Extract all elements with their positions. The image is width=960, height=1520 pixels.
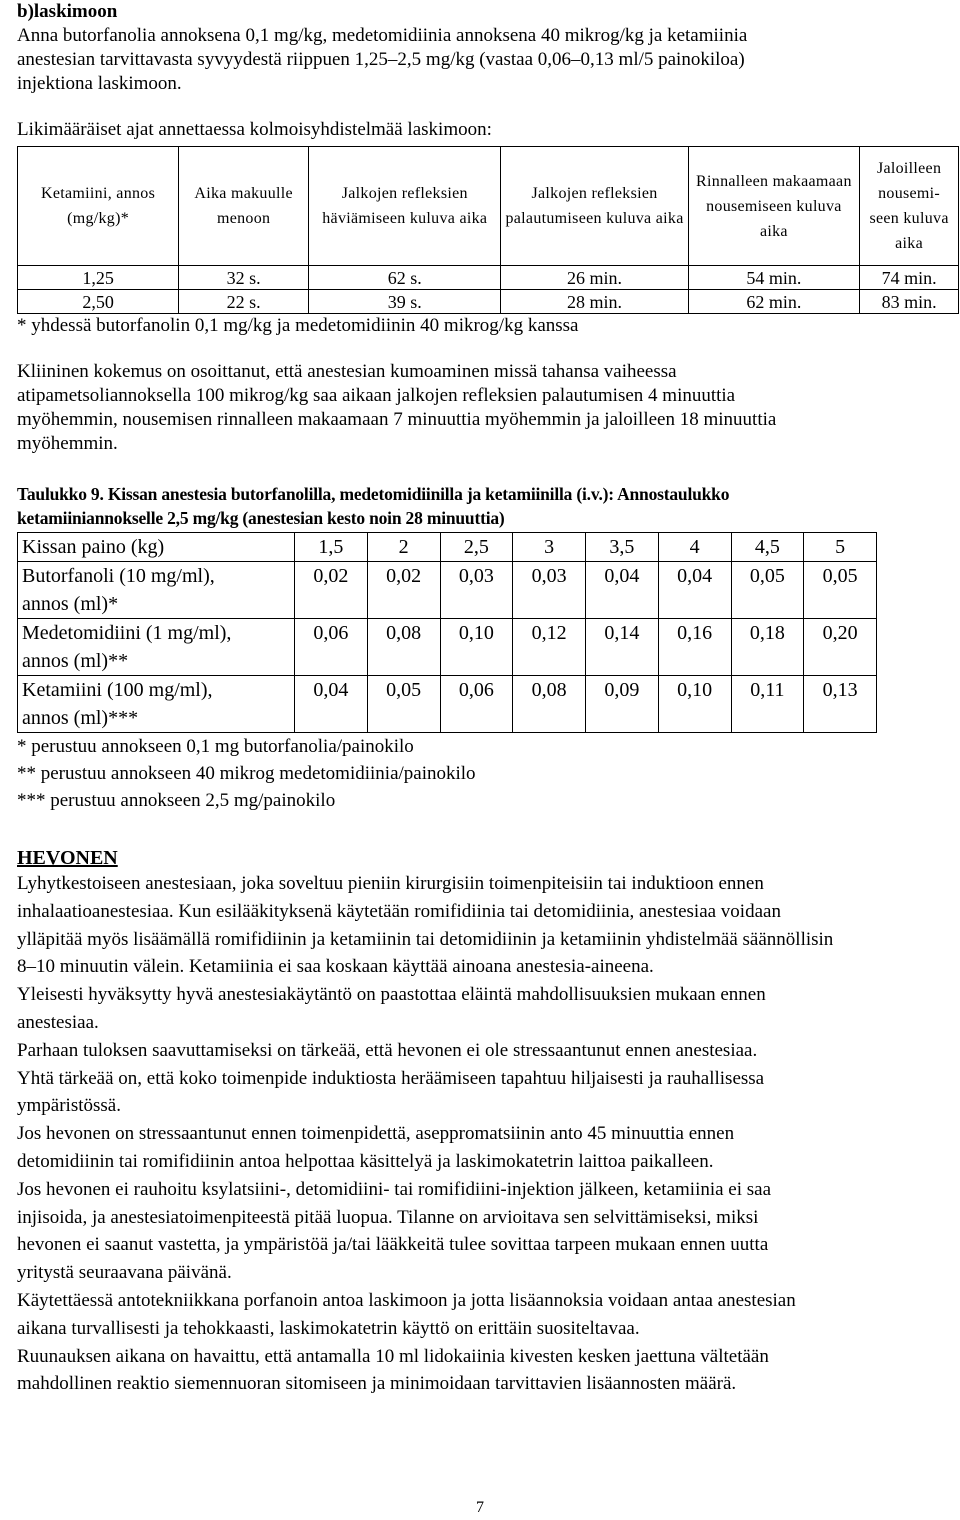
weight-cell: 4 [658, 533, 731, 562]
dose-cell: 0,09 [586, 676, 659, 733]
table-cell: 54 min. [688, 266, 860, 290]
label-line: annos (ml)* [22, 593, 119, 615]
table-footnote: * yhdessä butorfanolin 0,1 mg/kg ja medetomidiinin 40 mikrog/kg kanssa [17, 315, 579, 336]
table-cell: 26 min. [501, 266, 688, 290]
body-line: ylläpitää myös lisäämällä romifidiinin ja ketamiinin tai detomidiinin ja ketamiinin yhdistelmää säännöllisin [17, 928, 834, 950]
clinical-paragraph [17, 360, 945, 456]
body-line: inhalaatioanestesiaa. Kun esilääkityksenä käytetään romifidiinia tai detomidiinia, anestesiaa voidaan [17, 900, 781, 922]
dose-cell: 0,11 [731, 676, 804, 733]
dose-note: * perustuu annokseen 0,1 mg butorfanolia/painokilo [17, 736, 414, 757]
body-line: Jos hevonen ei rauhoitu ksylatsiini-, detomidiini- tai romifidiini-injektion jälkeen, ketamiinia ei saa [17, 1178, 772, 1200]
table-cell: 83 min. [860, 290, 959, 314]
label-line: annos (ml)*** [22, 707, 139, 729]
body-line: injisoida, ja anestesiatoimenpiteestä pitää luopua. Tilanne on arvioitava sen selvittämiseksi, miksi [17, 1206, 759, 1228]
dose-cell: 0,16 [658, 619, 731, 676]
dose-cell: 0,03 [513, 562, 586, 619]
dose-cell: 0,04 [658, 562, 731, 619]
dose-table-notes [17, 733, 945, 814]
body-line: 8–10 minuutin välein. Ketamiinia ei saa koskaan käyttää ainoana anestesia-aineena. [17, 956, 654, 978]
dose-note: *** perustuu annokseen 2,5 mg/painokilo [17, 790, 336, 811]
header-cell: Jalkojen refleksien häviämiseen kuluva aika [309, 147, 501, 266]
intro-line: injektiona laskimoon. [17, 73, 182, 94]
page-number: 7 [476, 1499, 484, 1516]
paragraph-line: atipametsoliannoksella 100 mikrog/kg saa aikaan jalkojen refleksien palautumisen 4 minuuttia [17, 385, 736, 406]
dose-table-row [18, 676, 877, 733]
dose-cell: 0,06 [440, 676, 513, 733]
body-line: Lyhytkestoiseen anestesiaan, joka soveltuu pieniin kirurgisiin toimenpiteisiin tai induktioon ennen [17, 873, 764, 894]
body-line: anestesiaa. [17, 1011, 99, 1033]
body-line: Yhtä tärkeää on, että koko toimenpide induktiosta heräämiseen tapahtuu hiljaisesti ja rauhallisessa [17, 1067, 765, 1089]
dose-row-label: Kissan paino (kg) [18, 533, 295, 562]
table-cell: 22 s. [179, 290, 309, 314]
body-line: aikana turvallisesti ja tehokkaasti, laskimokatetrin käyttö on erittäin suositeltavaa. [17, 1317, 640, 1339]
hevonen-heading: HEVONEN [17, 847, 118, 869]
dose-row-label [18, 619, 295, 676]
dose-note: ** perustuu annokseen 40 mikrog medetomidiinia/painokilo [17, 763, 476, 784]
weight-cell: 2 [367, 533, 440, 562]
header-cell: Aika makuulle menoon [179, 147, 309, 266]
table9-title-line: Taulukko 9. Kissan anestesia butorfanolilla, medetomidiinilla ja ketamiinilla (i.v.): Annostaulukko [17, 484, 730, 504]
dose-cell: 0,08 [513, 676, 586, 733]
table-cell: 62 s. [309, 266, 501, 290]
table-cell: 1,25 [18, 266, 179, 290]
dose-cell: 0,04 [586, 562, 659, 619]
dose-cell: 0,02 [295, 562, 368, 619]
dose-table-row [18, 562, 877, 619]
dose-row-label [18, 676, 295, 733]
dose-cell: 0,06 [295, 619, 368, 676]
table-header-row [18, 147, 959, 266]
body-line: Jos hevonen on stressaantunut ennen toimenpidettä, aseppromatsiinin anto 45 minuuttia ennen [17, 1123, 735, 1145]
header-cell: Ketamiini, annos (mg/kg)* [18, 147, 179, 266]
table-cell: 39 s. [309, 290, 501, 314]
label-line: annos (ml)** [22, 650, 129, 672]
document-page [17, 0, 949, 1398]
table-row [18, 290, 959, 314]
dose-cell: 0,08 [367, 619, 440, 676]
weight-cell: 5 [804, 533, 877, 562]
body-line: Käytettäessä antotekniikkana porfanoin antoa laskimoon ja jotta lisäannoksia voidaan antaa anestesian [17, 1289, 796, 1311]
body-line: Parhaan tuloksen saavuttamiseksi on tärkeää, että hevonen ei ole stressaantunut ennen anestesiaa. [17, 1039, 758, 1061]
body-line: yritystä seuraavana päivänä. [17, 1262, 232, 1284]
dose-cell: 0,02 [367, 562, 440, 619]
body-line: detomidiinin tai romifidiinin antoa helpottaa käsittelyä ja laskimokatetrin laittoa paikalleen. [17, 1150, 714, 1172]
header-cell: Jaloilleen nousemi- seen kuluva aika [860, 147, 959, 266]
section-heading: b)laskimoon [17, 1, 118, 22]
dose-cell: 0,18 [731, 619, 804, 676]
dose-cell: 0,10 [440, 619, 513, 676]
paragraph-line: myöhemmin, nousemisen rinnalleen makaamaan 7 minuuttia myöhemmin ja jaloilleen 18 minuuttia [17, 409, 777, 430]
weight-cell: 4,5 [731, 533, 804, 562]
dose-cell: 0,10 [658, 676, 731, 733]
table9-title [17, 482, 945, 530]
paragraph-line: Kliininen kokemus on osoittanut, että anestesian kumoaminen missä tahansa vaiheessa [17, 361, 677, 382]
label-line: Medetomidiini (1 mg/ml), [22, 622, 232, 644]
body-line: hevonen ei saanut vastetta, ja ympäristöä ja/tai lääkkeitä tulee sovittaa tarpeen mukaan ennen uutta [17, 1234, 769, 1256]
dose-table-header-row [18, 533, 877, 562]
body-line: ympäristössä. [17, 1095, 121, 1117]
iv-times-table [17, 146, 959, 314]
table-row [18, 266, 959, 290]
dose-cell: 0,03 [440, 562, 513, 619]
table-cell: 74 min. [860, 266, 959, 290]
header-cell: Rinnalleen makaamaan nousemiseen kuluva aika [688, 147, 860, 266]
header-cell: Jalkojen refleksien palautumiseen kuluva aika [501, 147, 688, 266]
table9-title-line: ketamiiniannokselle 2,5 mg/kg (anestesian kesto noin 28 minuuttia) [17, 508, 505, 528]
dose-cell: 0,13 [804, 676, 877, 733]
dose-cell: 0,05 [731, 562, 804, 619]
label-line: Ketamiini (100 mg/ml), [22, 679, 213, 701]
weight-cell: 3 [513, 533, 586, 562]
dose-cell: 0,20 [804, 619, 877, 676]
hevonen-body [17, 870, 945, 1398]
intro-paragraph [17, 24, 945, 96]
dose-table-row [18, 619, 877, 676]
dose-cell: 0,05 [367, 676, 440, 733]
table-cell: 28 min. [501, 290, 688, 314]
intro-line: Anna butorfanolia annoksena 0,1 mg/kg, medetomidiinia annoksena 40 mikrog/kg ja ketamiinia [17, 25, 748, 46]
body-line: Yleisesti hyväksytty hyvä anestesiakäytäntö on paastottaa eläintä mahdollisuuksien mukaan ennen [17, 984, 766, 1006]
table-cell: 62 min. [688, 290, 860, 314]
body-line: mahdollinen reaktio siemennuoran sitomiseen ja minimoidaan tarvittavien lisäannosten määrä. [17, 1373, 737, 1395]
dose-cell: 0,12 [513, 619, 586, 676]
dose-row-label [18, 562, 295, 619]
dose-cell: 0,14 [586, 619, 659, 676]
weight-cell: 3,5 [586, 533, 659, 562]
dose-table [17, 532, 877, 733]
body-line: Ruunauksen aikana on havaittu, että antamalla 10 ml lidokaiinia kivesten kesken jaettuna vältetään [17, 1345, 769, 1367]
table-title: Likimääräiset ajat annettaessa kolmoisyhdistelmää laskimoon: [17, 119, 492, 140]
dose-cell: 0,05 [804, 562, 877, 619]
table-cell: 32 s. [179, 266, 309, 290]
weight-cell: 1,5 [295, 533, 368, 562]
paragraph-line: myöhemmin. [17, 433, 118, 454]
label-line: Butorfanoli (10 mg/ml), [22, 565, 215, 587]
weight-cell: 2,5 [440, 533, 513, 562]
dose-cell: 0,04 [295, 676, 368, 733]
table-cell: 2,50 [18, 290, 179, 314]
intro-line: anestesian tarvittavasta syvyydestä riippuen 1,25–2,5 mg/kg (vastaa 0,06–0,13 ml/5 painokiloa) [17, 49, 745, 70]
